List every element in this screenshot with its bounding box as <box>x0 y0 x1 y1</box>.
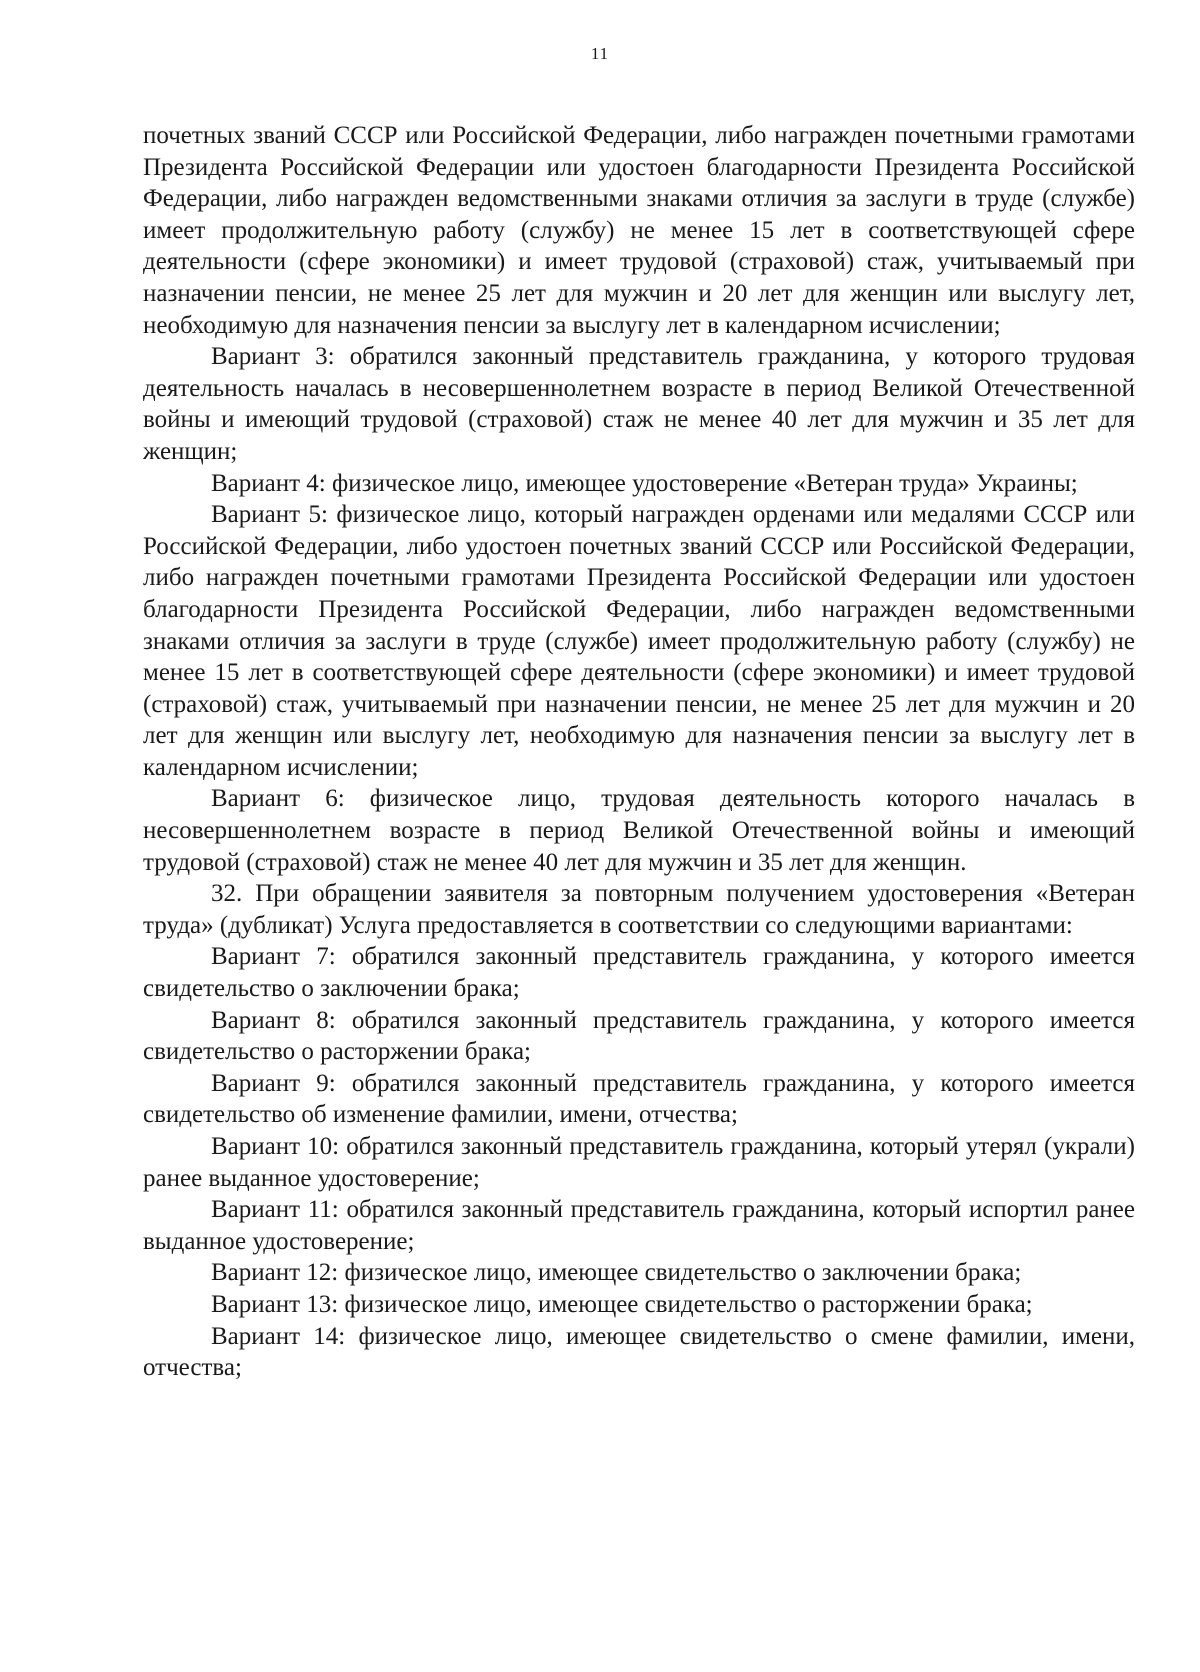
paragraph-variant-4: Вариант 4: физическое лицо, имеющее удостоверение «Ветеран труда» Украины; <box>211 469 1078 497</box>
paragraph-clause-32: 32. При обращении заявителя за повторным получением удостоверения «Ветеран труда» (дубликат) Услуга предоставляется в соответствии со следующими вариантами: <box>143 880 1135 939</box>
paragraph-variant-5: Вариант 5: физическое лицо, который награжден орденами или медалями СССР или Российской Федерации, либо удостоен почетных званий СССР или Российской Федерации, либо награжден почетными грамотами Президента Российской Федерации или удостоен благодарности Президента Российской Федерации, либо награжден ведомственными знаками отличия за заслуги в труде (службе) имеет продолжительную работу (службу) не менее 15 лет в соответствующей сфере деятельности (сфере экономики) и имеет трудовой (страховой) стаж, учитываемый при назначении пенсии, не менее 25 лет для мужчин и 20 лет для женщин или выслугу лет, необходимую для назначения пенсии за выслугу лет в календарном исчислении; <box>143 501 1135 781</box>
paragraph-variant-11: Вариант 11: обратился законный представитель гражданина, который испортил ранее выданное удостоверение; <box>143 1196 1135 1255</box>
paragraph-variant-3: Вариант 3: обратился законный представитель гражданина, у которого трудовая деятельность началась в несовершеннолетнем возрасте в период Великой Отечественной войны и имеющий трудовой (страховой) стаж не менее 40 лет для мужчин и 35 лет для женщин; <box>143 343 1135 465</box>
paragraph-variant-14: Вариант 14: физическое лицо, имеющее свидетельство о смене фамилии, имени, отчества; <box>143 1322 1135 1382</box>
paragraph-variant-10: Вариант 10: обратился законный представитель гражданина, который утерял (украли) ранее выданное удостоверение; <box>143 1133 1135 1192</box>
paragraph-variant-12: Вариант 12: физическое лицо, имеющее свидетельство о заключении брака; <box>211 1259 1022 1287</box>
paragraph-continuation: почетных званий СССР или Российской Федерации, либо награжден почетными грамотами Президента Российской Федерации или удостоен благодарности Президента Российской Федерации, либо награжден ведомственными знаками отличия за заслуги в труде (службе) имеет продолжительную работу (службу) не менее 15 лет в соответствующей сфере деятельности (сфере экономики) и имеет трудовой (страховой) стаж, учитываемый при назначении пенсии, не менее 25 лет для мужчин и 20 лет для женщин или выслугу лет, необходимую для назначения пенсии за выслугу лет в календарном исчислении; <box>143 122 1135 339</box>
paragraph-variant-13: Вариант 13: физическое лицо, имеющее свидетельство о расторжении брака; <box>211 1290 1033 1318</box>
paragraph-variant-7: Вариант 7: обратился законный представитель гражданина, у которого имеется свидетельство о заключении брака; <box>143 943 1135 1003</box>
paragraph-variant-6: Вариант 6: физическое лицо, трудовая деятельность которого началась в несовершеннолетнем возрасте в период Великой Отечественной войны и имеющий трудовой (страховой) стаж не менее 40 лет для мужчин и 35 лет для женщин. <box>143 785 1135 876</box>
paragraph-variant-8: Вариант 8: обратился законный представитель гражданина, у которого имеется свидетельство о расторжении брака; <box>143 1006 1135 1066</box>
page-number: 11 <box>590 44 610 63</box>
document-body <box>143 120 1135 1384</box>
paragraph-variant-9: Вариант 9: обратился законный представитель гражданина, у которого имеется свидетельство об изменение фамилии, имени, отчества; <box>143 1069 1135 1129</box>
